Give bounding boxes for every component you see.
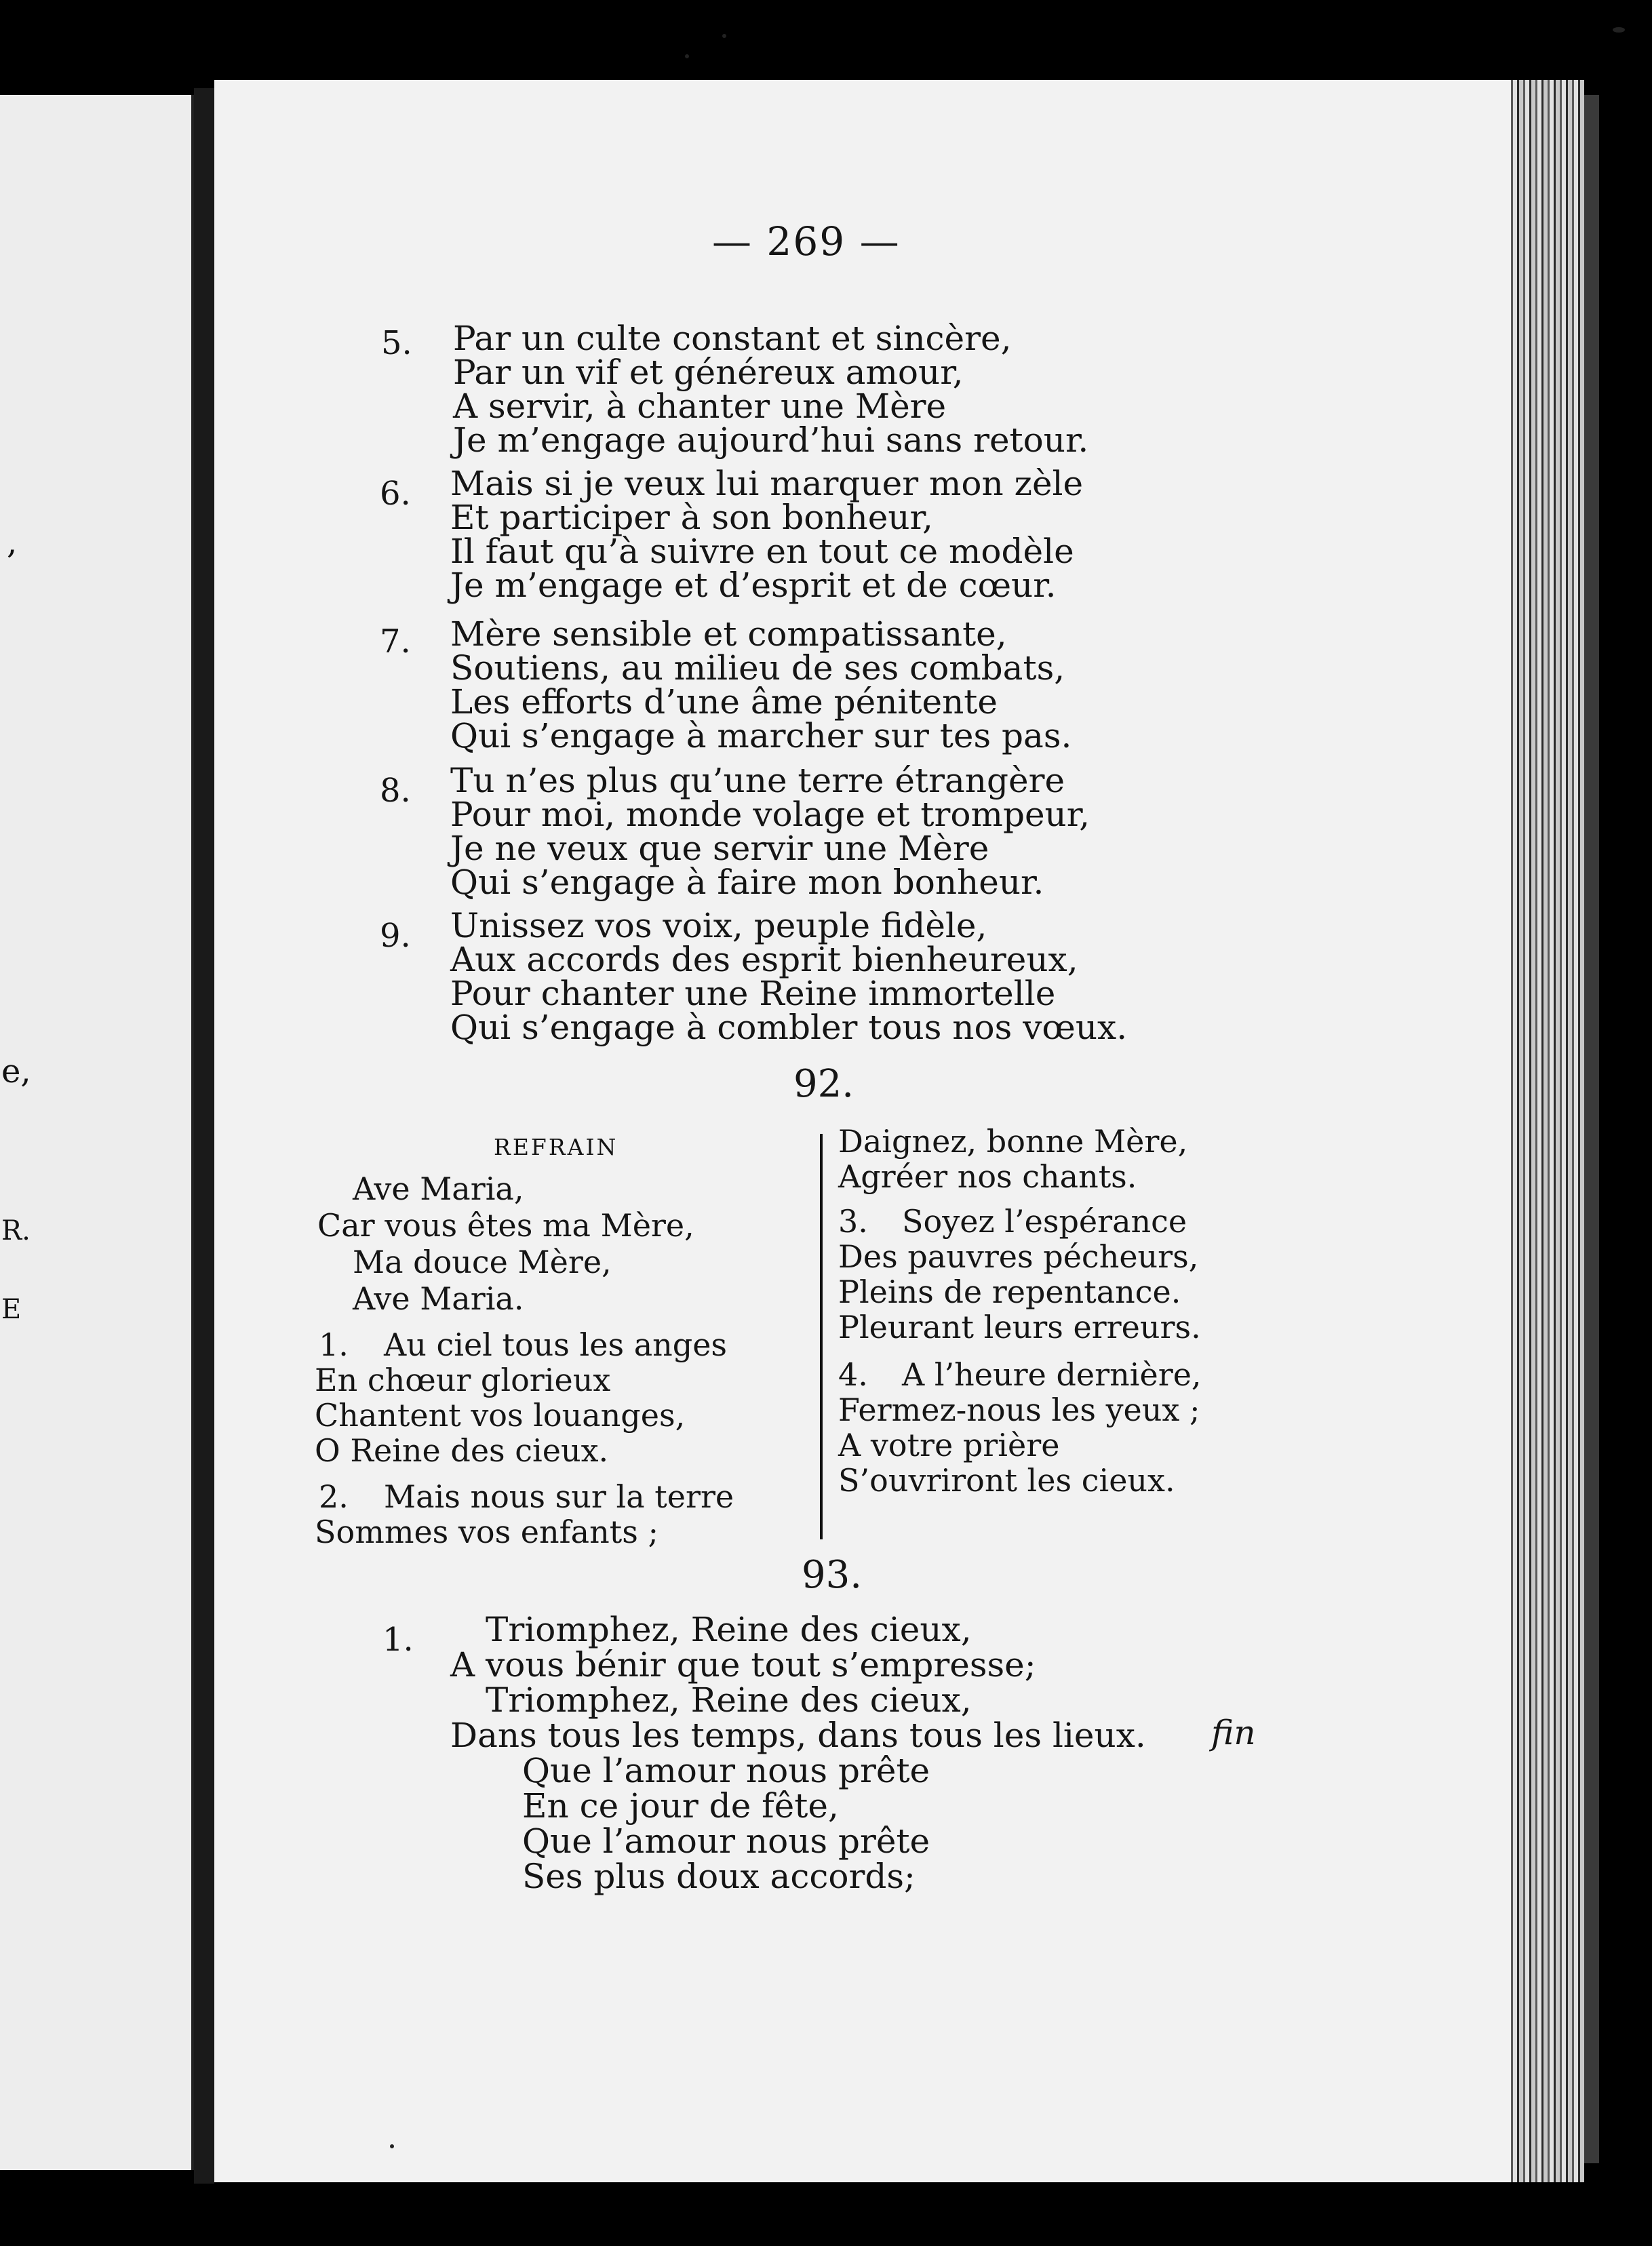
verse-line: Mère sensible et compatissante, [450,614,1007,654]
verse-line: S’ouvriront les cieux. [838,1462,1175,1499]
verse-line: Tu n’es plus qu’une terre étrangère [450,761,1065,800]
film-speck [685,54,689,58]
verse-line: Mais si je veux lui marquer mon zèle [450,464,1084,503]
left-margin-mark: R. [1,1215,31,1246]
verse-line: Mais nous sur la terre [384,1478,734,1515]
page-edges-shadow [1584,95,1599,2163]
left-margin-mark: , [7,524,18,562]
verse-line: Soyez l’espérance [902,1203,1187,1240]
verse-line: Qui s’engage à combler tous nos vœux. [450,1008,1128,1047]
verse-line: Des pauvres pécheurs, [838,1238,1199,1275]
verse-line: Triomphez, Reine des cieux, [486,1680,972,1720]
verse-line: O Reine des cieux. [315,1432,609,1469]
verse-line: Agréer nos chants. [838,1158,1137,1195]
verse-line: Que l’amour nous prête [522,1751,930,1790]
fin-marker: fin [1211,1713,1256,1752]
verse-line: Je m’engage et d’esprit et de cœur. [450,566,1057,605]
film-speck [722,34,726,38]
verse-line: Ses plus doux accords; [522,1857,916,1896]
page-number: — 269 — [712,218,901,264]
verse-line: Sommes vos enfants ; [315,1514,658,1550]
verse-line: Je ne veux que servir une Mère [450,829,989,868]
stanza-number: 7. [380,623,411,661]
stanza-number: 8. [380,772,411,810]
refrain-line: Ave Maria. [353,1280,524,1317]
verse-line: Chantent vos louanges, [315,1397,686,1434]
verse-line: A votre prière [838,1427,1060,1463]
verse-line: En chœur glorieux [315,1362,611,1398]
verse-number: 3. [838,1203,868,1240]
verse-line: Qui s’engage à marcher sur tes pas. [450,716,1072,755]
verse-line: Aux accords des esprit bienheureux, [450,940,1078,979]
film-speck [390,2144,394,2148]
stanza-number: 9. [380,917,411,955]
book-gutter [194,88,214,2184]
verse-line: Unissez vos voix, peuple fidèle, [450,906,987,945]
verse-line: A vous bénir que tout s’empresse; [450,1645,1036,1684]
verse-line: Daignez, bonne Mère, [838,1123,1188,1160]
verse-number: 1. [319,1326,349,1363]
page-edges [1507,80,1584,2182]
verse-line: Par un vif et généreux amour, [453,353,964,392]
verse-number: 1. [382,1621,414,1659]
verse-line: Dans tous les temps, dans tous les lieux. [450,1716,1146,1755]
verse-line: Que l’amour nous prête [522,1821,930,1861]
stanza-number: 5. [381,324,412,362]
left-page-fragment [0,95,194,2170]
left-margin-mark: E [1,1294,22,1325]
verse-line: En ce jour de fête, [522,1786,839,1826]
left-margin-mark: e, [1,1052,31,1090]
refrain-line: Ma douce Mère, [353,1244,612,1280]
refrain-line: Ave Maria, [353,1170,524,1207]
verse-line: Je m’engage aujourd’hui sans retour. [453,420,1089,460]
verse-number: 4. [838,1356,868,1393]
refrain-heading: REFRAIN [494,1134,618,1160]
verse-line: Les efforts d’une âme pénitente [450,682,998,722]
verse-line: Et participer à son bonheur, [450,498,933,537]
verse-line: Fermez-nous les yeux ; [838,1392,1200,1428]
verse-line: A servir, à chanter une Mère [453,387,947,426]
verse-line: Qui s’engage à faire mon bonheur. [450,863,1044,902]
verse-line: Au ciel tous les anges [384,1326,728,1363]
verse-line: Pleurant leurs erreurs. [838,1309,1201,1345]
verse-line: Pleins de repentance. [838,1274,1181,1310]
stanza-number: 6. [380,475,411,513]
verse-number: 2. [319,1478,349,1515]
film-speck [1613,27,1625,33]
column-divider [820,1134,823,1539]
verse-line: A l’heure dernière, [902,1356,1202,1393]
verse-line: Soutiens, au milieu de ses combats, [450,648,1065,688]
verse-line: Il faut qu’à suivre en tout ce modèle [450,532,1074,571]
verse-line: Pour moi, monde volage et trompeur, [450,795,1090,834]
verse-line: Par un culte constant et sincère, [453,319,1012,358]
hymn-number: 93. [802,1553,863,1597]
refrain-line: Car vous êtes ma Mère, [317,1207,694,1244]
hymn-number: 92. [793,1062,854,1106]
verse-line: Triomphez, Reine des cieux, [486,1610,972,1649]
verse-line: Pour chanter une Reine immortelle [450,974,1056,1013]
